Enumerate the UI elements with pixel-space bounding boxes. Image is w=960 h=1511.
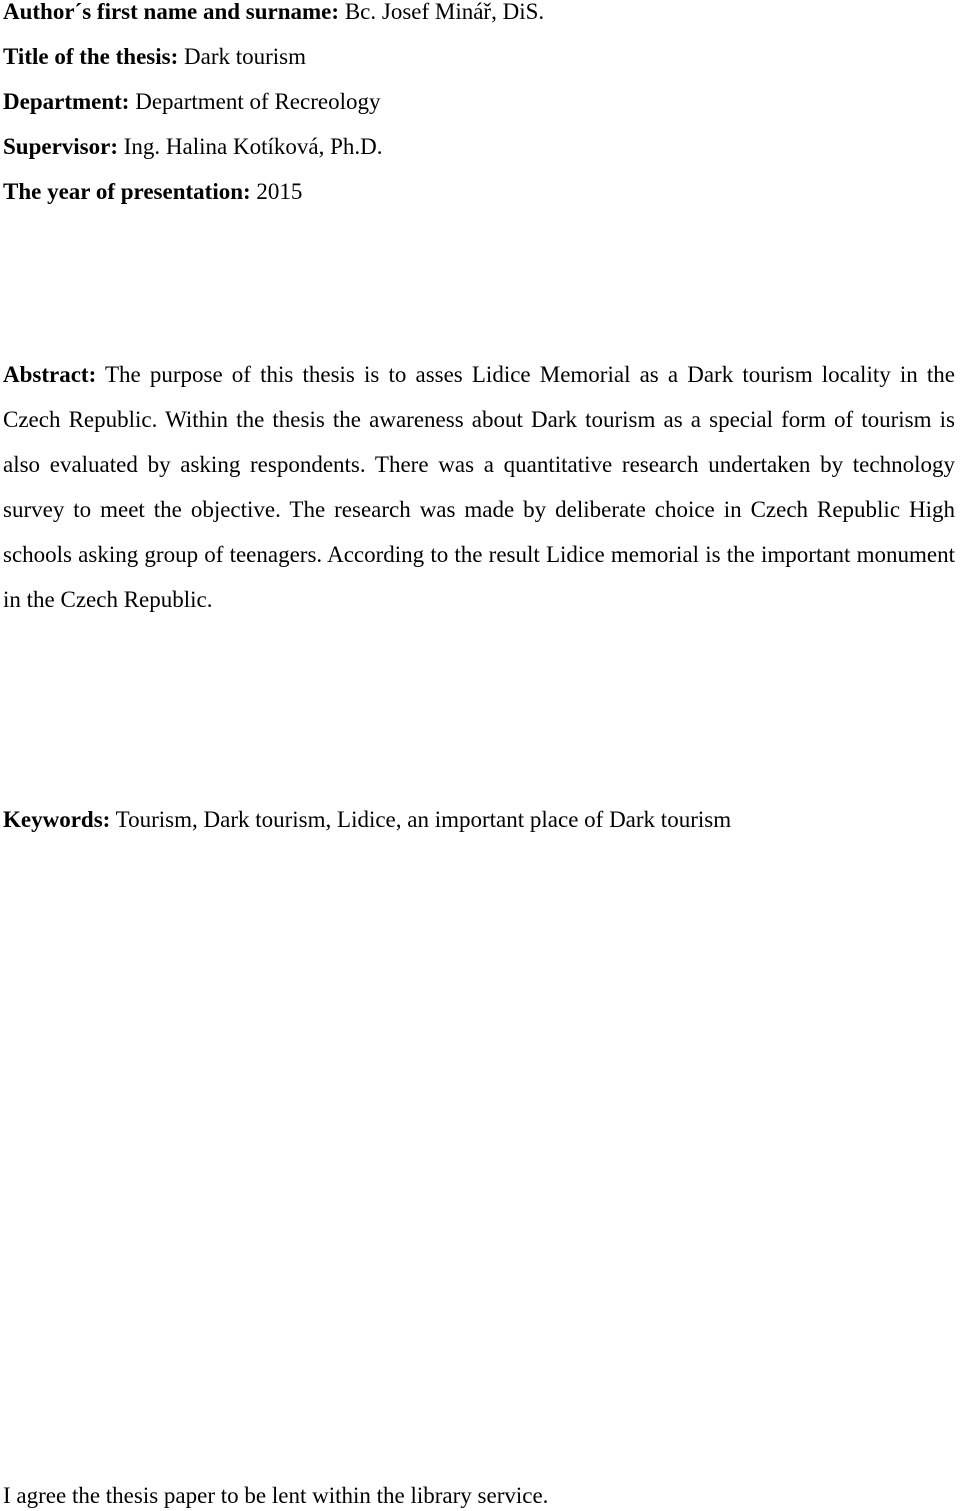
supervisor-label: Supervisor: — [3, 134, 118, 159]
keywords-line — [3, 806, 731, 834]
keywords-label: Keywords: — [3, 807, 111, 832]
keywords-text: Tourism, Dark tourism, Lidice, an important place of Dark tourism — [115, 807, 732, 832]
supervisor-line — [3, 133, 382, 161]
abstract-text: The purpose of this thesis is to asses Lidice Memorial as a Dark tourism locality in the Czech Republic. Within the thesis the awareness about Dark tourism as a special form of tourism is also evaluated by asking respondents. There was a quantitative research undertaken by technology survey to meet the objective. The research was made by deliberate choice in Czech Republic High schools asking group of teenagers. According to the result Lidice memorial is the important monument in the Czech Republic. — [3, 362, 955, 612]
department-line — [3, 88, 380, 116]
author-label: Author´s first name and surname: — [3, 0, 340, 24]
title-value: Dark tourism — [184, 44, 307, 69]
department-value: Department of Recreology — [135, 89, 381, 114]
year-line — [3, 178, 302, 206]
year-value: 2015 — [256, 179, 303, 204]
department-label: Department: — [3, 89, 130, 114]
supervisor-value: Ing. Halina Kotíková, Ph.D. — [123, 134, 383, 159]
abstract-paragraph — [3, 352, 955, 622]
year-label: The year of presentation: — [3, 179, 251, 204]
title-label: Title of the thesis: — [3, 44, 179, 69]
abstract-label: Abstract: — [3, 362, 97, 387]
author-line — [3, 0, 544, 26]
library-agreement: I agree the thesis paper to be lent within the library service. — [3, 1483, 549, 1508]
author-value: Bc. Josef Minář, DiS. — [344, 0, 545, 24]
title-line — [3, 43, 306, 71]
